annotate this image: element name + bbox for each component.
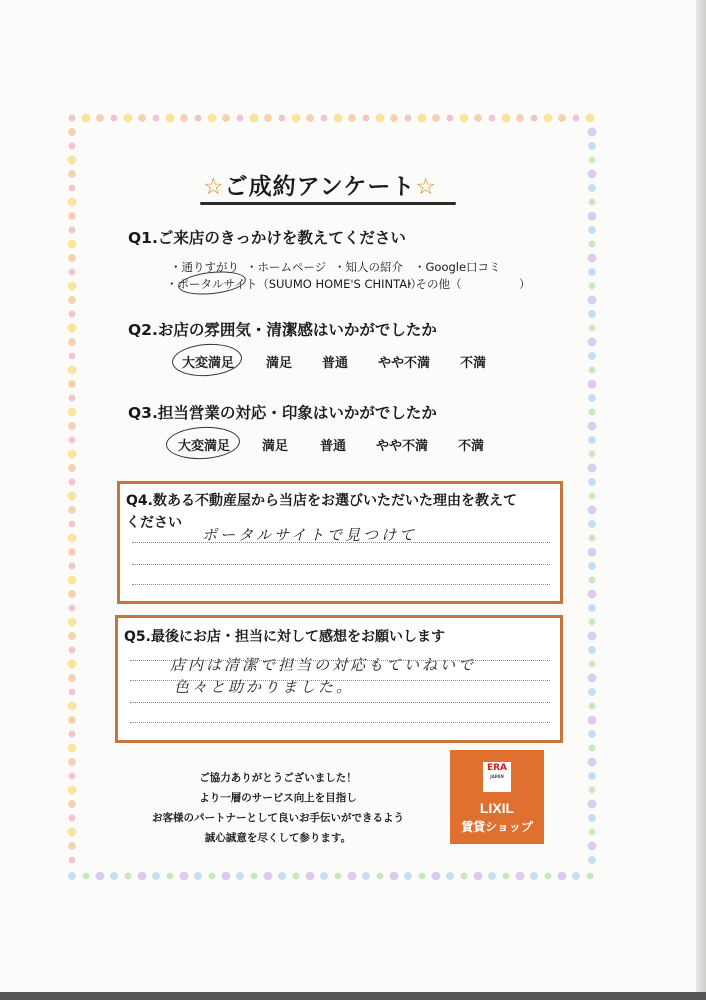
q3-rating-somewhat-dissatisfied[interactable]: やや不満 (376, 439, 429, 454)
border-dot (68, 422, 76, 430)
border-dot (586, 114, 595, 123)
border-dot (68, 128, 76, 136)
border-dot (293, 873, 300, 880)
era-logo-icon (483, 762, 511, 792)
closing-line: 誠心誠意を尽くして参ります。 (204, 832, 352, 844)
lixil-shop-logo (450, 750, 544, 844)
border-dot (503, 873, 510, 880)
border-dot (69, 773, 76, 780)
answer-line (132, 564, 550, 565)
border-dot (432, 114, 440, 122)
border-dot (588, 338, 597, 347)
border-dot (321, 115, 328, 122)
border-dot (589, 325, 596, 332)
border-dot (96, 114, 104, 122)
border-dot (68, 590, 76, 598)
border-dot (588, 310, 596, 318)
border-dot (236, 872, 244, 880)
border-dot (69, 143, 76, 150)
q1-question: Q1.ご来店のきっかけを教えてください (128, 229, 406, 247)
q1-option-referral[interactable]: ・知人の紹介 (334, 260, 403, 274)
border-dot (68, 506, 76, 514)
q2-question: Q2.お店の雰囲気・清潔感はいかがでしたか (128, 321, 437, 339)
border-dot (68, 464, 76, 472)
border-dot (589, 157, 596, 164)
border-dot (588, 814, 596, 822)
border-dot (531, 115, 538, 122)
border-dot (589, 577, 596, 584)
border-dot (68, 576, 77, 585)
rental-shop-text: 賃貸ショップ (461, 820, 533, 834)
border-dot (82, 114, 91, 123)
q4-answer-box (117, 481, 563, 604)
border-dot (589, 661, 596, 668)
border-dot (418, 114, 427, 123)
border-dot (222, 114, 230, 122)
border-dot (83, 873, 90, 880)
border-dot (588, 142, 596, 150)
border-dot (153, 115, 160, 122)
border-dot (589, 829, 596, 836)
border-dot (589, 787, 596, 794)
border-dot (530, 872, 538, 880)
border-dot (68, 660, 77, 669)
border-dot (588, 254, 597, 263)
border-dot (588, 212, 597, 221)
q4-question-line2: ください (126, 515, 182, 531)
border-dot (545, 873, 552, 880)
title-underline (200, 202, 456, 205)
border-dot (588, 380, 597, 389)
q5-handwritten-answer-line2: 色々と助かりました。 (174, 678, 355, 696)
border-dot (180, 114, 188, 122)
border-dot (68, 786, 77, 795)
border-dot (348, 872, 357, 881)
border-dot (588, 352, 596, 360)
border-dot (68, 758, 76, 766)
border-dot (69, 563, 76, 570)
era-logo-subtext: JAPAN (490, 774, 504, 779)
border-dot (419, 873, 426, 880)
closing-line: お客様のパートナーとして良いお手伝いができるよう (152, 812, 404, 824)
border-dot (558, 872, 567, 881)
border-dot (474, 872, 483, 881)
border-dot (69, 115, 76, 122)
border-dot (588, 562, 596, 570)
border-dot (588, 268, 596, 276)
q3-question: Q3.担当営業の対応・印象はいかがでしたか (128, 404, 437, 422)
border-dot (68, 338, 76, 346)
q4-handwritten-answer: ポータルサイトで見つけて (202, 526, 417, 544)
q2-rating-very-satisfied[interactable]: 大変満足 (182, 356, 235, 371)
border-dot (588, 548, 597, 557)
border-dot (68, 842, 76, 850)
border-dot (489, 115, 496, 122)
border-dot (348, 114, 356, 122)
border-dot (588, 520, 596, 528)
q5-question: Q5.最後にお店・担当に対して感想をお願いします (124, 629, 445, 645)
border-dot (69, 311, 76, 318)
q1-option-portal[interactable]: ・ポータルサイト（SUUMO HOME'S CHINTAI） (166, 277, 423, 291)
border-dot (68, 548, 76, 556)
q2-rating-satisfied[interactable]: 満足 (266, 356, 293, 371)
border-dot (125, 873, 132, 880)
border-dot (588, 800, 597, 809)
border-dot (208, 114, 217, 123)
border-dot (376, 114, 385, 123)
border-dot (588, 688, 596, 696)
border-dot (589, 493, 596, 500)
border-dot (589, 619, 596, 626)
border-dot (589, 535, 596, 542)
q1-option-passing[interactable]: ・通りすがり (170, 260, 239, 274)
border-dot (96, 872, 105, 881)
border-dot (68, 366, 77, 375)
border-dot (588, 604, 596, 612)
border-dot (237, 115, 244, 122)
border-dot (68, 254, 76, 262)
q3-rating-satisfied[interactable]: 満足 (262, 439, 289, 454)
border-dot (68, 828, 77, 837)
answer-line (130, 660, 550, 661)
border-dot (589, 283, 596, 290)
q1-option-other[interactable]: ・その他（ ） (404, 277, 531, 291)
border-dot (68, 674, 76, 682)
border-dot (589, 241, 596, 248)
border-dot (292, 114, 301, 123)
border-dot (460, 114, 469, 123)
border-dot (68, 618, 77, 627)
border-dot (69, 857, 76, 864)
border-dot (588, 128, 597, 137)
border-dot (588, 590, 597, 599)
border-dot (68, 632, 76, 640)
border-dot (516, 114, 524, 122)
border-dot (68, 872, 76, 880)
border-dot (588, 674, 597, 683)
border-dot (69, 605, 76, 612)
border-dot (138, 872, 147, 881)
border-dot (264, 872, 273, 881)
q2-rating-dissatisfied[interactable]: 不満 (460, 356, 487, 371)
border-dot (69, 647, 76, 654)
border-dot (334, 114, 343, 123)
border-dot (209, 873, 216, 880)
answer-line (132, 584, 550, 585)
border-dot (488, 872, 496, 880)
border-dot (68, 492, 77, 501)
border-dot (68, 744, 77, 753)
border-dot (588, 226, 596, 234)
border-dot (69, 227, 76, 234)
answer-line (130, 722, 550, 723)
border-dot (588, 730, 596, 738)
border-dot (390, 872, 399, 881)
survey-title: ☆ご成約アンケート☆ (203, 174, 437, 200)
border-dot (251, 873, 258, 880)
border-dot (447, 115, 454, 122)
border-dot (587, 873, 594, 880)
border-dot (589, 703, 596, 710)
border-dot (432, 872, 441, 881)
border-dot (110, 872, 118, 880)
q2-rating-somewhat-dissatisfied[interactable]: やや不満 (378, 356, 431, 371)
border-dot (68, 702, 77, 711)
star-icon: ☆ (203, 174, 225, 200)
border-dot (68, 380, 76, 388)
border-dot (573, 115, 580, 122)
q3-rating-very-satisfied[interactable]: 大変満足 (178, 439, 231, 454)
border-dot (363, 115, 370, 122)
border-dot (68, 240, 77, 249)
border-dot (362, 872, 370, 880)
border-dot (377, 873, 384, 880)
border-dot (68, 800, 76, 808)
border-dot (68, 534, 77, 543)
border-dot (588, 506, 597, 515)
border-dot (588, 464, 597, 473)
era-logo-text: ERA (486, 763, 508, 773)
star-icon: ☆ (415, 174, 437, 200)
border-dot (69, 479, 76, 486)
border-dot (167, 873, 174, 880)
border-dot (588, 646, 596, 654)
border-dot (589, 745, 596, 752)
border-dot (124, 114, 133, 123)
border-dot (404, 872, 412, 880)
border-dot (588, 422, 597, 431)
border-dot (589, 451, 596, 458)
scan-bottom-edge (0, 992, 706, 1000)
border-dot (69, 269, 76, 276)
border-dot (279, 115, 286, 122)
q3-rating-dissatisfied[interactable]: 不満 (458, 439, 485, 454)
border-dot (446, 872, 454, 880)
closing-line: ご協力ありがとうございました！ (199, 772, 357, 784)
border-dot (474, 114, 482, 122)
q5-handwritten-answer-line1: 店内は清潔で担当の対応もていねいで (170, 656, 477, 674)
border-dot (222, 872, 231, 881)
border-dot (588, 716, 597, 725)
border-dot (278, 872, 286, 880)
border-dot (69, 353, 76, 360)
border-dot (588, 772, 596, 780)
border-dot (68, 156, 77, 165)
q3-rating-neutral[interactable]: 普通 (320, 439, 347, 454)
border-dot (588, 856, 596, 864)
closing-message (120, 768, 436, 848)
scan-edge (696, 0, 706, 1000)
border-dot (194, 872, 202, 880)
border-dot (152, 872, 160, 880)
border-dot (69, 731, 76, 738)
border-dot (588, 758, 597, 767)
border-dot (306, 872, 315, 881)
border-dot (461, 873, 468, 880)
border-dot (502, 114, 511, 123)
border-dot (306, 114, 314, 122)
answer-line (132, 542, 550, 543)
border-dot (69, 815, 76, 822)
border-dot (589, 409, 596, 416)
border-dot (588, 436, 596, 444)
border-dot (68, 450, 77, 459)
answer-line (130, 702, 550, 703)
border-dot (111, 115, 118, 122)
border-dot (516, 872, 525, 881)
q4-question-line1: Q4.数ある不動産屋から当店をお選びいただいた理由を教えて (126, 493, 517, 509)
border-dot (335, 873, 342, 880)
closing-line: より一層のサービス向上を目指し (199, 792, 357, 804)
border-dot (544, 114, 553, 123)
border-dot (69, 437, 76, 444)
q1-option-google[interactable]: ・Google口コミ (414, 260, 501, 274)
border-dot (68, 212, 76, 220)
border-dot (588, 394, 596, 402)
q1-option-homepage[interactable]: ・ホームページ (246, 260, 327, 274)
border-dot (320, 872, 328, 880)
border-dot (264, 114, 272, 122)
border-dot (588, 296, 597, 305)
border-dot (68, 324, 77, 333)
q2-rating-neutral[interactable]: 普通 (322, 356, 349, 371)
border-dot (588, 632, 597, 641)
border-dot (250, 114, 259, 123)
lixil-brand-text: LIXIL (479, 800, 515, 816)
border-dot (68, 716, 76, 724)
border-dot (572, 872, 580, 880)
border-dot (68, 296, 76, 304)
border-dot (69, 395, 76, 402)
border-dot (558, 114, 566, 122)
border-dot (405, 115, 412, 122)
border-dot (138, 114, 146, 122)
border-dot (588, 842, 597, 851)
border-dot (390, 114, 398, 122)
border-dot (68, 282, 77, 291)
border-dot (195, 115, 202, 122)
border-dot (69, 689, 76, 696)
answer-line (130, 680, 550, 681)
border-dot (589, 367, 596, 374)
border-dot (166, 114, 175, 123)
q5-answer-box (115, 615, 563, 743)
border-dot (69, 521, 76, 528)
border-dot (588, 478, 596, 486)
border-dot (180, 872, 189, 881)
border-dot (68, 408, 77, 417)
